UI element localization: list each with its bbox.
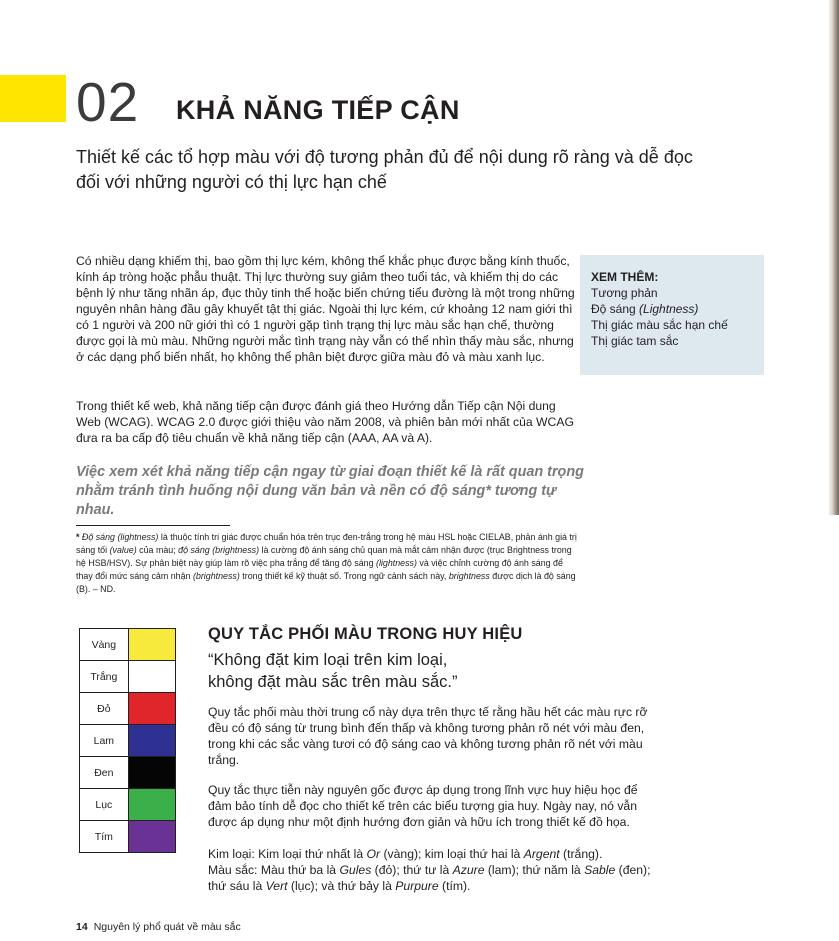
tincture-row <box>80 821 176 853</box>
tincture-swatch <box>128 757 175 789</box>
page-footer <box>76 921 241 933</box>
tincture-swatch <box>128 629 175 661</box>
tincture-swatch <box>128 821 175 853</box>
colours-line: Màu sắc: Màu thứ ba là Gules (đỏ); thứ tư là Azure (lam); thứ năm là Sable (đen); thứ sáu là Vert (lục); và thứ bảy là Purpure (tím). <box>208 863 651 893</box>
heraldry-paragraph-1: Quy tắc phối màu thời trung cổ này dựa trên thực tế rằng hầu hết các màu rực rỡ đều có độ sáng từ trung bình đến thấp và không tương phản rõ nét với màu đen, trong khi các sắc vàng tươi có độ sáng cao và không tương phản rõ nét với màu trắng. <box>208 705 648 767</box>
tincture-row <box>80 661 176 693</box>
tincture-name: Đen <box>80 757 129 789</box>
chapter-number: 02 <box>76 71 140 133</box>
chapter-title: KHẢ NĂNG TIẾP CẬN <box>176 95 460 125</box>
cropped-photo-edge <box>829 0 839 515</box>
tincture-name: Vàng <box>80 629 129 661</box>
see-also-item-limited-color-vision: Thị giác màu sắc hạn chế <box>591 318 728 332</box>
tincture-row <box>80 693 176 725</box>
heraldry-paragraph-2: Quy tắc thực tiễn này nguyên gốc được áp dụng trong lĩnh vực huy hiệu học để đảm bảo tính dễ đọc cho thiết kế trên các biểu tượng gia huy. Ngày nay, nó vẫn được áp dụng như một định hướng đơn giản và hữu ích trong thiết kế đồ họa. <box>208 783 638 829</box>
see-also-item-trichromacy: Thị giác tam sắc <box>591 334 679 348</box>
tincture-row <box>80 789 176 821</box>
body-paragraph-2: Trong thiết kế web, khả năng tiếp cận được đánh giá theo Hướng dẫn Tiếp cận Nội dung Web (WCAG). WCAG 2.0 được giới thiệu vào năm 2008, và phiên bản mới nhất của WCAG đưa ra ba cấp độ tiêu chuẩn về khả năng tiếp cận (AAA, AA và A). <box>76 399 574 445</box>
tincture-swatch <box>128 725 175 757</box>
tincture-row <box>80 725 176 757</box>
chapter-subtitle: Thiết kế các tổ hợp màu với độ tương phản đủ để nội dung rõ ràng và dễ đọc đối với những người có thị lực hạn chế <box>76 147 693 192</box>
tincture-swatch <box>128 789 175 821</box>
metals-line: Kim loại: Kim loại thứ nhất là Or (vàng); kim loại thứ hai là Argent (trắng). <box>208 847 603 861</box>
see-also-item-lightness: Độ sáng (Lightness) <box>591 302 699 316</box>
heraldry-rule-title: QUY TẮC PHỐI MÀU TRONG HUY HIỆU <box>208 625 523 643</box>
tincture-row <box>80 629 176 661</box>
tincture-name: Trắng <box>80 661 129 693</box>
tincture-name: Lục <box>80 789 129 821</box>
page-number: 14 <box>76 921 88 933</box>
tincture-name: Tím <box>80 821 129 853</box>
tincture-swatch <box>128 661 175 693</box>
tincture-row <box>80 757 176 789</box>
see-also-box <box>580 255 764 375</box>
heraldry-tincture-list <box>208 846 658 894</box>
heraldry-rule-quote: “Không đặt kim loại trên kim loại, không đặt màu sắc trên màu sắc.” <box>208 651 458 691</box>
see-also-heading: XEM THÊM: <box>591 270 659 284</box>
chapter-color-marker <box>0 75 66 122</box>
see-also-item-contrast: Tương phản <box>591 286 658 300</box>
tincture-name: Lam <box>80 725 129 757</box>
footnote-divider <box>76 525 230 526</box>
callout-quote: Việc xem xét khả năng tiếp cận ngay từ giai đoạn thiết kế là rất quan trọng nhằm tránh tình huống nội dung văn bản và nền có độ sáng* tương tự nhau. <box>76 464 584 518</box>
footnote: * Độ sáng (lightness) là thuộc tính tri giác được chuẩn hóa trên trục đen-trắng trong hệ màu HSL hoặc CIELAB, phản ánh giá trị sáng tối (value) của màu; độ sáng (brightness) là cường độ ánh sáng chủ quan mà mắt cảm nhận được (trục Brightness trong hệ HSB/HSV). Sự phân biệt này giúp làm rõ việc pha trắng để tăng độ sáng (lightness) và việc chỉnh cường độ ánh sáng để thay đổi mức sáng cảm nhận (brightness) trong thiết kế kỹ thuật số. Trong ngữ cảnh sách này, brightness được dịch là độ sáng (B). – ND. <box>76 532 577 594</box>
tincture-swatch <box>128 693 175 725</box>
tincture-name: Đỏ <box>80 693 129 725</box>
body-paragraph-1: Có nhiều dạng khiếm thị, bao gồm thị lực kém, không thể khắc phục được bằng kính thuốc, kính áp tròng hoặc phẫu thuật. Thị lực thường suy giảm theo tuổi tác, và khiếm thị do các bệnh lý như tăng nhãn áp, đục thủy tinh thể hoặc biến chứng tiểu đường là một trong những nguyên nhân hàng đầu gây khuyết tật thị giác. Ngoài thị lực kém, cứ khoảng 12 nam giới thì có 1 người và 200 nữ giới thì có 1 người gặp tình trạng thị lực màu sắc hạn chế, thường được gọi là mù màu. Những người mắc tình trạng này vẫn có thể nhìn thấy màu sắc, nhưng ở các dạng phổ biến nhất, họ không thể phân biệt được giữa màu đỏ và màu xanh lục. <box>76 254 575 364</box>
book-title: Nguyên lý phổ quát về màu sắc <box>93 921 241 933</box>
tincture-table <box>79 628 176 853</box>
